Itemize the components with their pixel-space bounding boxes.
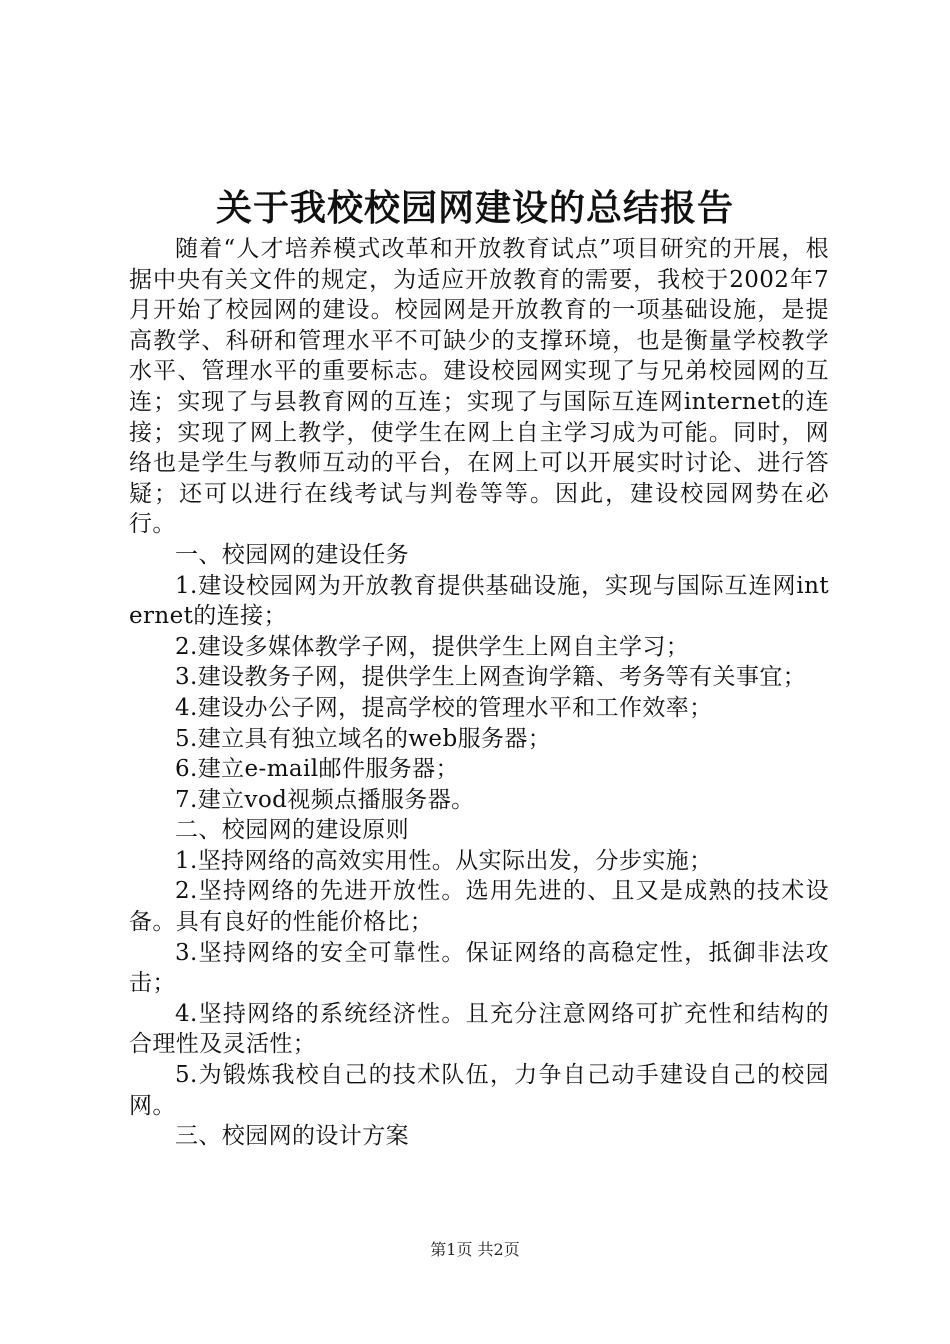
document-title: 关于我校校园网建设的总结报告 [215, 187, 734, 229]
principle-item-4: 4.坚持网络的系统经济性。且充分注意网络可扩充性和结构的合理性及灵活性； [129, 1000, 829, 1058]
task-item-1: 1.建设校园网为开放教育提供基础设施，实现与国际互连网internet的连接； [129, 572, 829, 630]
principle-item-5: 5.为锻炼我校自己的技术队伍，力争自己动手建设自己的校园网。 [129, 1062, 829, 1119]
document-body [129, 234, 829, 1152]
task-item-4: 4.建设办公子网，提高学校的管理水平和工作效率； [175, 694, 713, 721]
section-heading-principles: 二、校园网的建设原则 [175, 817, 409, 844]
task-item-7: 7.建立vod视频点播服务器。 [175, 786, 475, 813]
page-footer: 第1页 共2页 [430, 1240, 520, 1259]
task-item-3: 3.建设教务子网，提供学生上网查询学籍、考务等有关事宜； [175, 664, 807, 691]
intro-paragraph: 随着“人才培养模式改革和开放教育试点”项目研究的开展，根据中央有关文件的规定，为适应开放教育的需要，我校于2002年7月开始了校园网的建设。校园网是开放教育的一项基础设施，是提高教学、科研和管理水平不可缺少的支撑环境，也是衡量学校教学水平、管理水平的重要标志。建设校园网实现了与兄弟校园网的互连；实现了与县教育网的互连；实现了与国际互连网internet的连接；实现了网上教学，使学生在网上自主学习成为可能。同时，网络也是学生与教师互动的平台，在网上可以开展实时讨论、进行答疑；还可以进行在线考试与判卷等等。因此，建设校园网势在必行。 [129, 236, 829, 538]
principle-item-1: 1.坚持网络的高效实用性。从实际出发，分步实施； [175, 847, 713, 874]
task-item-2: 2.建设多媒体教学子网，提供学生上网自主学习； [175, 633, 690, 660]
task-item-6: 6.建立e-mail邮件服务器； [175, 756, 459, 783]
principle-item-2: 2.坚持网络的先进开放性。选用先进的、且又是成熟的技术设备。具有良好的性能价格比； [129, 878, 829, 936]
task-item-5: 5.建立具有独立域名的web服务器； [175, 725, 552, 752]
section-heading-design: 三、校园网的设计方案 [175, 1123, 409, 1150]
section-heading-tasks: 一、校园网的建设任务 [175, 541, 409, 568]
principle-item-3: 3.坚持网络的安全可靠性。保证网络的高稳定性，抵御非法攻击； [129, 939, 829, 997]
